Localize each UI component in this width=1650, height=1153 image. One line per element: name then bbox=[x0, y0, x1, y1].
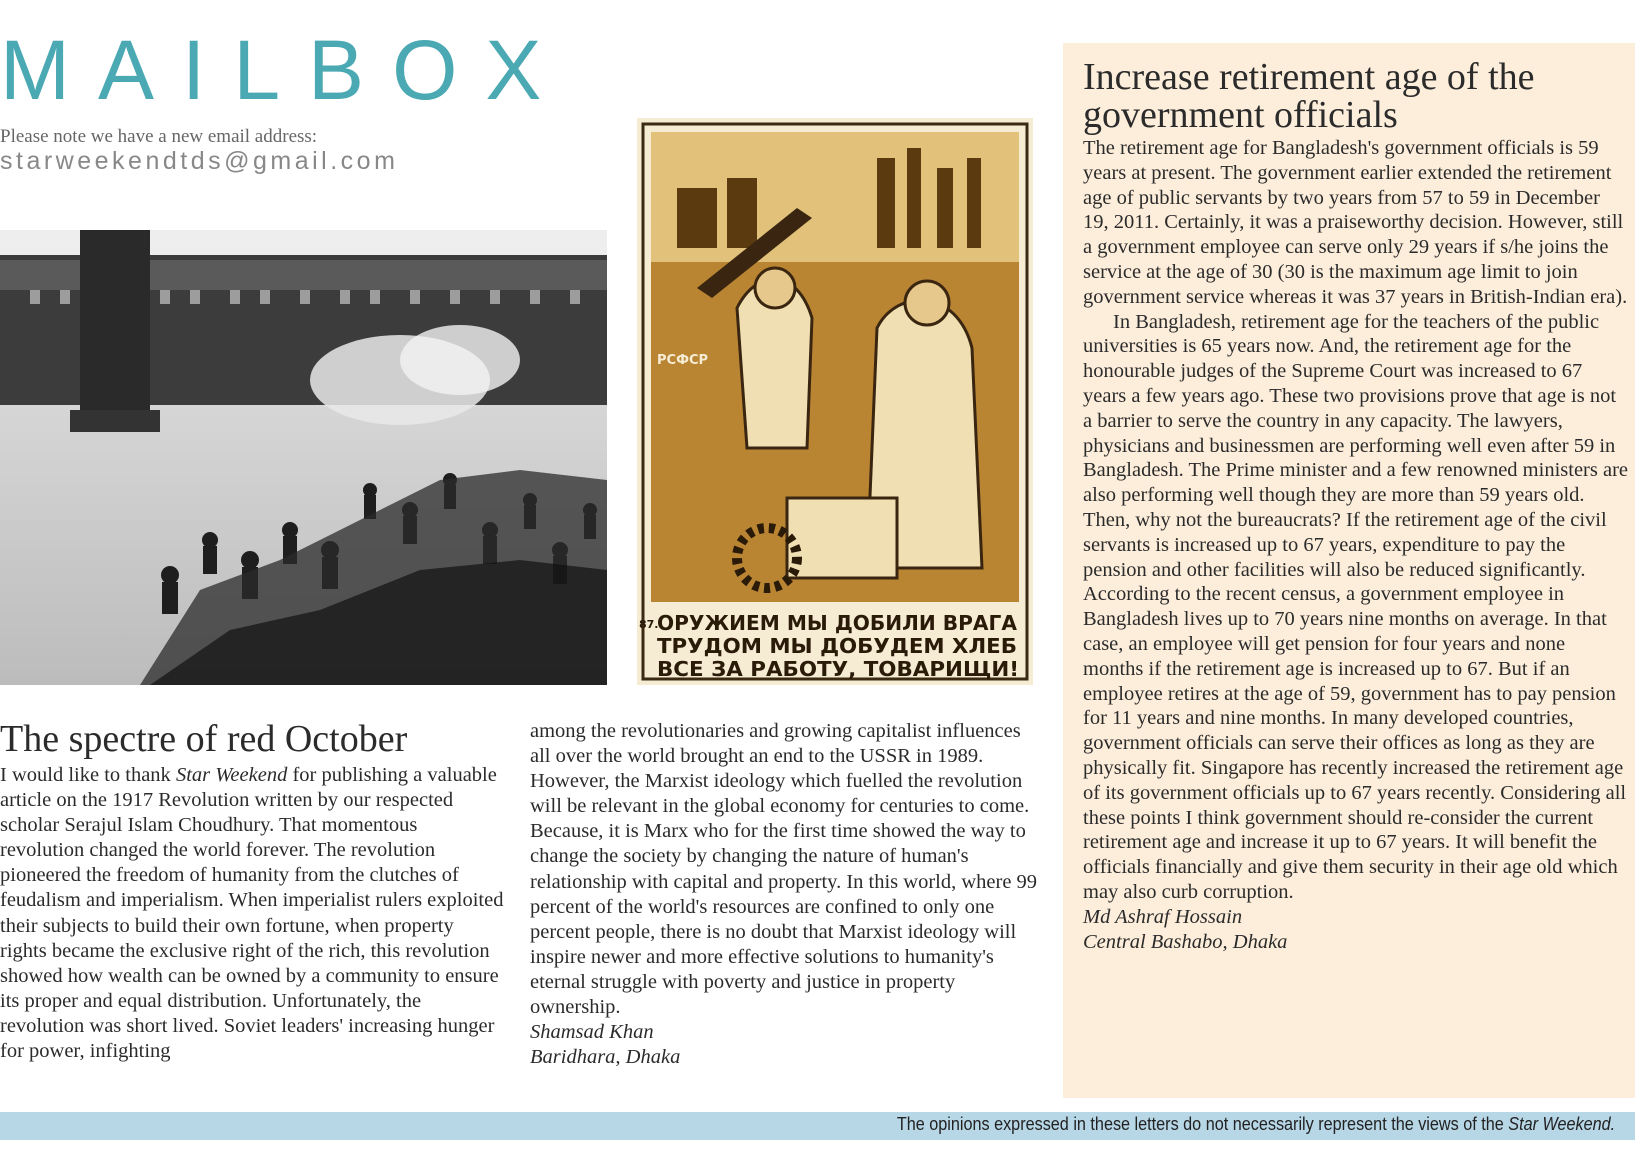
letter2-paragraph-1: The retirement age for Bangladesh's government officials is 59 years at present. The government earlier extended the retirement age of public servants by two years from 57 to 59 in December 19, 2011. Certainly, it was a praiseworthy decision. However, still a government employee can serve only 29 years if s/he joins the service at the age of 30 (30 is the maximum age limit to join government service whereas it was 37 years in British-Indian era). bbox=[1083, 137, 1628, 308]
letter2-paragraph-2: In Bangladesh, retirement age for the teachers of the public universities is 65 years now. And, the retirement age for the honourable judges of the Supreme Court was increased to 67 years a few years ago. These two provisions prove that age is not a barrier to serve the country in any capacity. The lawyers, physicians and businessmen are performing well even after 59 in Bangladesh. The Prime minister and a few renowned ministers are also performing well though they are more than 59 years old. Then, why not the bureaucrats? If the retirement age of the civil servants is increased up to 67 years, expenditure to pay the pension and other facilities will also be reduced significantly. According to the recent census, a government employee in Bangladesh lives up to 70 years nine months on average. In that case, an employee will get pension for four years and none months if the retirement age is increased up to 67. But if an employee retires at the age of 59, government has to pay pension for 11 years and nine months. In many developed countries, government officials can serve their offices as long as they are physically fit. Singapore has recently increased the retirement age of its government officials up to 67 years recently. Considering all these points I think government should re-consider the current retirement age and increase it up to 67 years. It will benefit the officials financially and give them security in their age old which may also curb corruption. bbox=[1083, 310, 1628, 903]
letter1-location: Baridhara, Dhaka bbox=[530, 1046, 681, 1069]
email-note: Please note we have a new email address: bbox=[0, 126, 318, 147]
poster-number: 87. bbox=[639, 618, 659, 631]
letter1-column-2 bbox=[530, 719, 1040, 1070]
poster-caption-line-1: ОРУЖИЕМ МЫ ДОБИЛИ ВРАГА bbox=[657, 611, 1018, 635]
footer-disclaimer-text: The opinions expressed in these letters do not necessarily represent the views of the bbox=[896, 1114, 1509, 1134]
poster-badge: РСФСР bbox=[657, 353, 709, 368]
footer-disclaimer-publication: Star Weekend. bbox=[1508, 1114, 1615, 1134]
poster-caption-line-3: ВСЕ ЗА РАБОТУ, ТОВАРИЩИ! bbox=[657, 657, 1019, 681]
email-address[interactable]: starweekendtds@gmail.com bbox=[0, 147, 399, 175]
letter2-author: Md Ashraf Hossain bbox=[1083, 905, 1243, 928]
letter1-author: Shamsad Khan bbox=[530, 1021, 654, 1044]
letter1-body-col2: among the revolutionaries and growing capitalist influences all over the world brought an end to the USSR in 1989. However, the Marxist ideology which fuelled the revolution will be relevant in the global economy for centuries to come. Because, it is Marx who for the first time showed the way to change the society by changing the nature of human's relationship with capital and property. In this world, where 99 percent of the world's resources are confined to only one percent people, there is no doubt that Marxist ideology will inspire newer and more effective solutions to humanity's eternal struggle with poverty and justice in property ownership. bbox=[530, 720, 1038, 1019]
poster-caption-line-2: ТРУДОМ МЫ ДОБУДЕМ ХЛЕБ bbox=[657, 634, 1017, 658]
soviet-poster bbox=[637, 118, 1033, 685]
masthead-title: MAILBOX bbox=[0, 23, 570, 117]
revolution-photo bbox=[0, 230, 607, 685]
letter1-intro: I would like to thank bbox=[0, 764, 176, 786]
letter1-body-col1: for publishing a valuable article on the 1917 Revolution written by our respected scholar Serajul Islam Choudhury. That momentous revolution changed the world forever. The revolution pioneered the freedom of humanity from the clutches of feudalism and imperialism. When imperialist rulers exploited their subjects to build their own fortune, when property rights became the exclusive right of the rich, this revolution showed how wealth can be owned by a community to ensure its proper and equal distribution. Unfortunately, the revolution was short lived. Soviet leaders' increasing hunger for power, infighting bbox=[0, 764, 504, 1063]
letter2-location: Central Bashabo, Dhaka bbox=[1083, 930, 1288, 953]
letter1-title: The spectre of red October bbox=[0, 718, 408, 760]
footer-disclaimer bbox=[897, 1114, 1615, 1135]
letter2-title: Increase retirement age of the government officials bbox=[1083, 56, 1535, 136]
letter1-column-1 bbox=[0, 763, 505, 1064]
letter2-body bbox=[1083, 136, 1628, 954]
letter1-intro-publication: Star Weekend bbox=[175, 764, 288, 786]
